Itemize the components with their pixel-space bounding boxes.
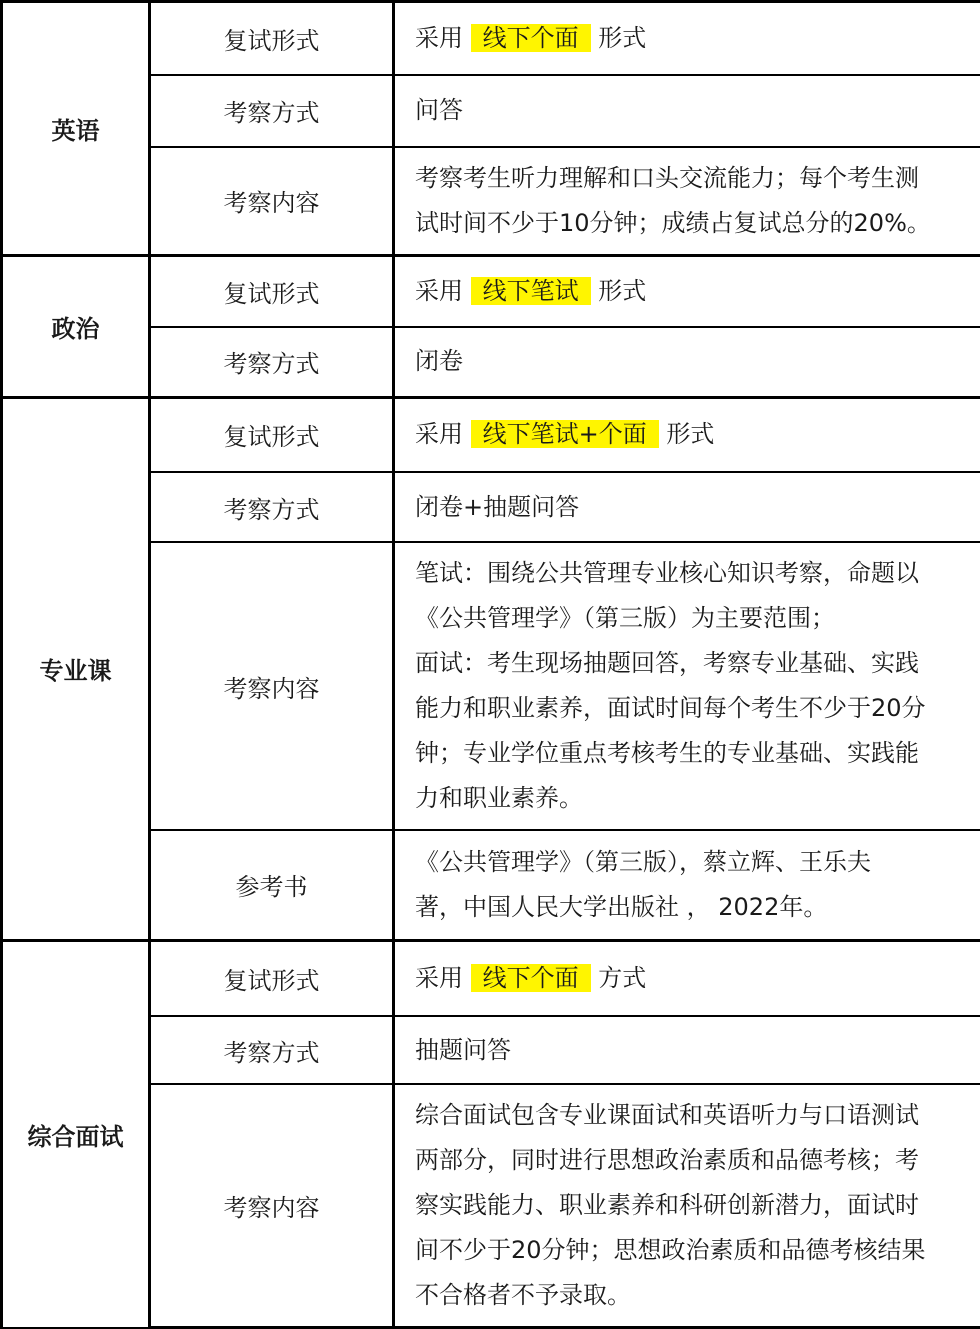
row-label: 考察内容 xyxy=(150,1084,394,1328)
row-value: 抽题问答 xyxy=(394,1016,980,1084)
value-prefix: 采用 xyxy=(415,24,463,52)
row-label: 考察内容 xyxy=(150,542,394,830)
text-line: 钟；专业学位重点考核考生的专业基础、实践能 xyxy=(415,731,966,776)
value-suffix: 方式 xyxy=(598,964,646,992)
value-prefix: 采用 xyxy=(415,420,463,448)
row-value xyxy=(394,830,980,940)
row-value: 闭卷+抽题问答 xyxy=(394,472,980,542)
text-line: 不合格者不予录取。 xyxy=(415,1273,966,1318)
value-prefix: 采用 xyxy=(415,277,463,305)
row-value xyxy=(394,397,980,472)
row-label: 复试形式 xyxy=(150,255,394,327)
row-value xyxy=(394,2,980,75)
text-line: 间不少于20分钟；思想政治素质和品德考核结果 xyxy=(415,1228,966,1273)
text-line: 试时间不少于10分钟；成绩占复试总分的20%。 xyxy=(415,201,966,246)
highlight-text: 线下个面 xyxy=(471,964,591,992)
row-label: 考察方式 xyxy=(150,1016,394,1084)
text-line: 力和职业素养。 xyxy=(415,776,966,821)
row-label: 考察方式 xyxy=(150,327,394,397)
text-line: 面试：考生现场抽题回答，考察专业基础、实践 xyxy=(415,641,966,686)
row-label: 考察方式 xyxy=(150,472,394,542)
value-prefix: 采用 xyxy=(415,964,463,992)
row-label: 参考书 xyxy=(150,830,394,940)
category-english: 英语 xyxy=(2,2,150,256)
text-line: 综合面试包含专业课面试和英语听力与口语测试 xyxy=(415,1093,966,1138)
highlight-text: 线下个面 xyxy=(471,24,591,52)
category-interview: 综合面试 xyxy=(2,940,150,1328)
value-suffix: 形式 xyxy=(598,277,646,305)
text-line: 考察考生听力理解和口头交流能力；每个考生测 xyxy=(415,156,966,201)
row-value: 闭卷 xyxy=(394,327,980,397)
row-label: 复试形式 xyxy=(150,940,394,1016)
category-major: 专业课 xyxy=(2,397,150,940)
text-line: 著，中国人民大学出版社 ， 2022年。 xyxy=(415,885,966,930)
text-line: 笔试：围绕公共管理专业核心知识考察，命题以 xyxy=(415,551,966,596)
row-value xyxy=(394,255,980,327)
row-label: 考察方式 xyxy=(150,75,394,147)
row-value xyxy=(394,542,980,830)
row-value xyxy=(394,147,980,256)
row-value: 问答 xyxy=(394,75,980,147)
value-suffix: 形式 xyxy=(666,420,714,448)
row-label: 复试形式 xyxy=(150,397,394,472)
text-line: 《公共管理学》（第三版）为主要范围； xyxy=(415,596,966,641)
highlight-text: 线下笔试 xyxy=(471,277,591,305)
row-value xyxy=(394,940,980,1016)
row-label: 复试形式 xyxy=(150,2,394,75)
row-value xyxy=(394,1084,980,1328)
text-line: 察实践能力、职业素养和科研创新潜力，面试时 xyxy=(415,1183,966,1228)
value-suffix: 形式 xyxy=(598,24,646,52)
highlight-text: 线下笔试+个面 xyxy=(471,420,659,448)
text-line: 两部分，同时进行思想政治素质和品德考核；考 xyxy=(415,1138,966,1183)
text-line: 能力和职业素养，面试时间每个考生不少于20分 xyxy=(415,686,966,731)
category-politics: 政治 xyxy=(2,255,150,397)
text-line: 《公共管理学》（第三版），蔡立辉、王乐夫 xyxy=(415,840,966,885)
row-label: 考察内容 xyxy=(150,147,394,256)
